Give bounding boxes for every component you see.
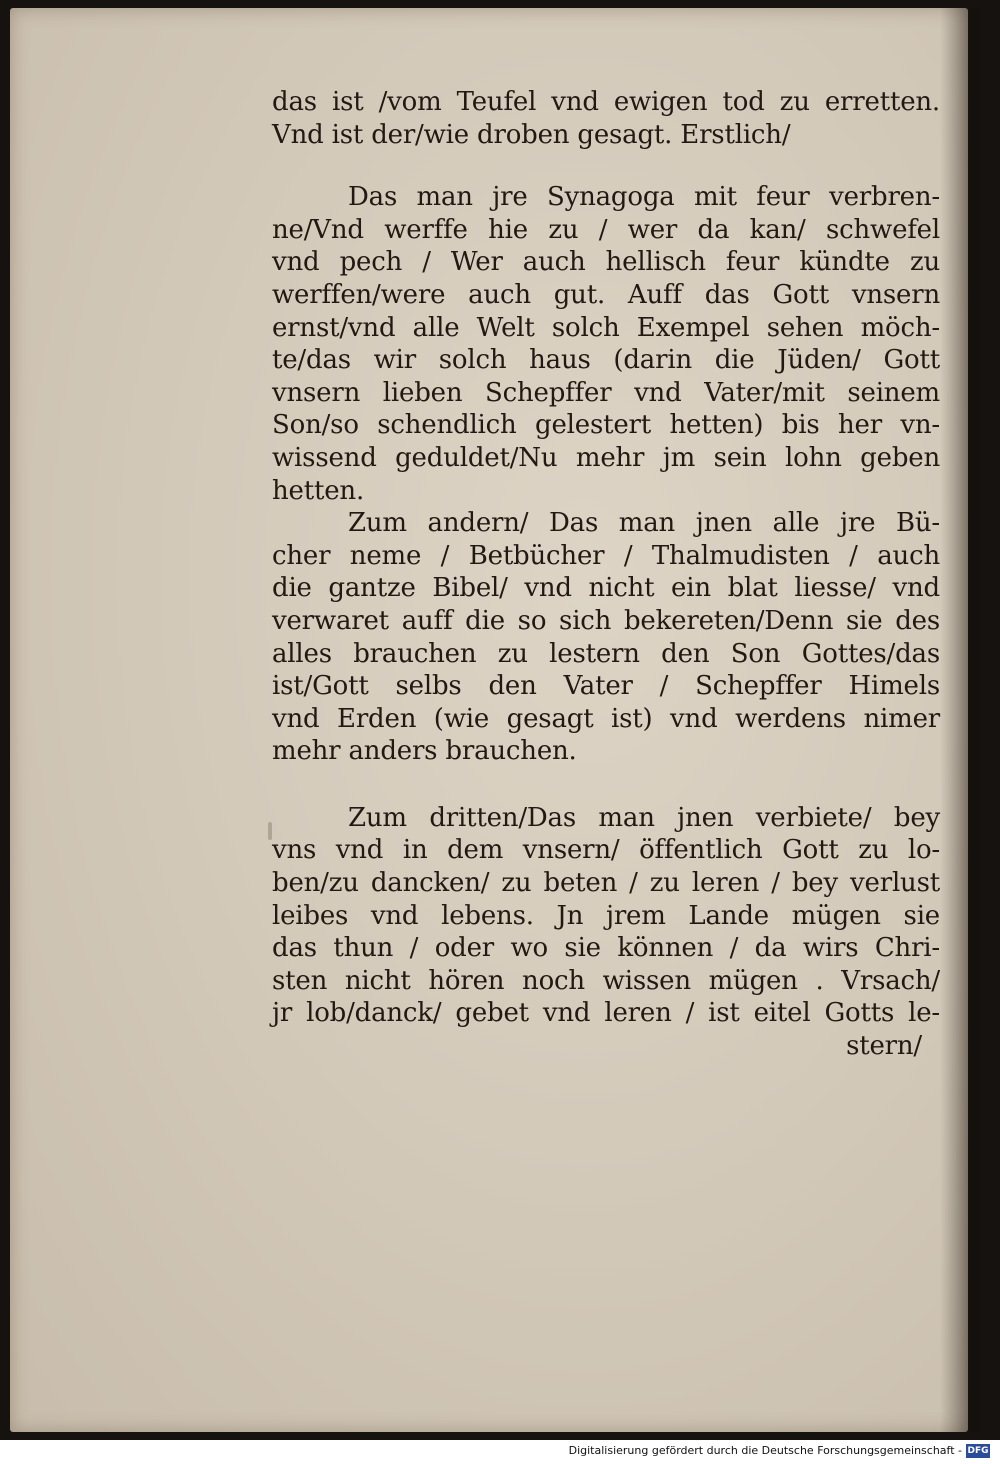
- text-line: verwaret auff die so sich bekereten/Denn sie des: [272, 605, 940, 636]
- text-line: alles brauchen zu lestern den Son Gottes/das: [272, 638, 940, 669]
- text-line: mehr anders brauchen.: [272, 736, 577, 767]
- catchword: stern/: [846, 1031, 922, 1062]
- text-line: werffen/were auch gut. Auff das Gott vnsern: [272, 279, 940, 310]
- text-line: das thun / oder wo sie können / da wirs Chri-: [272, 933, 940, 964]
- text-line: te/das wir solch haus (darin die Jüden/ Gott: [272, 345, 940, 376]
- text-line: Zum dritten/Das man jnen verbiete/ bey: [348, 802, 940, 833]
- text-line: vnd Erden (wie gesagt ist) vnd werdens nimer: [272, 703, 940, 734]
- text-line: leibes vnd lebens. Jn jrem Lande mügen sie: [272, 900, 940, 931]
- text-line: ernst/vnd alle Welt solch Exempel sehen möch-: [272, 312, 940, 343]
- text-line: ist/Gott selbs den Vater / Schepffer Himels: [272, 671, 940, 702]
- text-line: vnd pech / Wer auch hellisch feur kündte zu: [272, 247, 940, 278]
- digitization-footer: [0, 1440, 1000, 1464]
- text-line: Zum andern/ Das man jnen alle jre Bü-: [348, 508, 940, 539]
- text-line: vnsern lieben Schepffer vnd Vater/mit seinem: [272, 377, 940, 408]
- text-line: Son/so schendlich gelestert hetten) bis her vn-: [272, 410, 940, 441]
- text-line: ne/Vnd werffe hie zu / wer da kan/ schwefel: [272, 214, 940, 245]
- text-line: Das man jre Synagoga mit feur verbren-: [348, 182, 940, 213]
- text-line: wissend geduldet/Nu mehr jm sein lohn geben: [272, 442, 940, 473]
- text-line: vns vnd in dem vnsern/ öffentlich Gott zu lo-: [272, 835, 940, 866]
- text-line: Vnd ist der/wie droben gesagt. Erstlich/: [272, 119, 791, 150]
- text-line: hetten.: [272, 475, 365, 506]
- dfg-logo: DFG: [967, 1446, 989, 1456]
- text-line: ben/zu dancken/ zu beten / zu leren / bey verlust: [272, 868, 940, 899]
- text-line: die gantze Bibel/ vnd nicht ein blat liesse/ vnd: [272, 573, 940, 604]
- text-line: cher neme / Betbücher / Thalmudisten / auch: [272, 540, 940, 571]
- text-line: jr lob/danck/ gebet vnd leren / ist eitel Gotts le-: [272, 998, 940, 1029]
- page-text: [272, 86, 940, 1063]
- text-line: sten nicht hören noch wissen mügen . Vrsach/: [272, 965, 940, 996]
- page-edge-shadow: [940, 8, 980, 1432]
- text-line: das ist /vom Teufel vnd ewigen tod zu erretten.: [272, 87, 940, 117]
- footer-credit: Digitalisierung gefördert durch die Deutsche Forschungsgemeinschaft -: [568, 1444, 962, 1457]
